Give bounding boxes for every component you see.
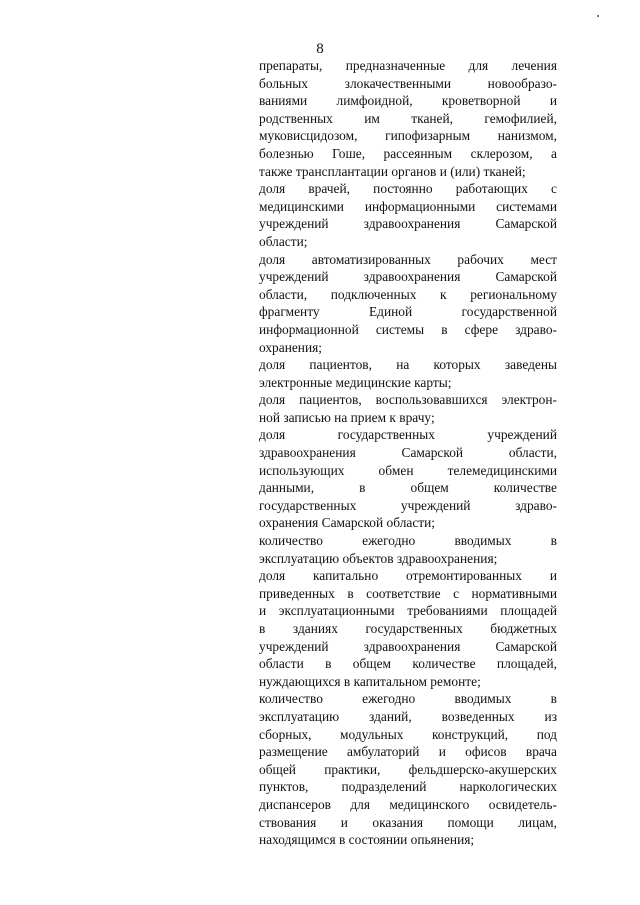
scan-speck	[597, 15, 599, 17]
page-number: 8	[316, 41, 324, 57]
text-line: и эксплуатационными требованиями площадей	[259, 603, 557, 619]
text-line: охранения;	[259, 339, 323, 355]
text-line: информационной системы в сфере здраво-	[259, 321, 557, 337]
text-line: области;	[259, 233, 308, 249]
text-line: пунктов, подразделений наркологических	[259, 779, 557, 795]
text-line: находящимся в состоянии опьянения;	[259, 832, 475, 848]
text-line: ствования и оказания помощи лицам,	[259, 814, 557, 830]
text-line: учреждений здравоохранения Самарской	[259, 638, 557, 654]
text-line: учреждений здравоохранения Самарской	[259, 216, 557, 232]
text-line: государственных учреждений здраво-	[259, 497, 557, 513]
text-line: больных злокачественными новообразо-	[259, 75, 557, 91]
text-line: данными, в общем количестве	[259, 480, 557, 496]
text-line: доля капитально отремонтированных и	[259, 568, 557, 584]
text-line: родственных им тканей, гемофилией,	[259, 110, 557, 126]
text-line: в зданиях государственных бюджетных	[259, 621, 557, 636]
text-line: ваниями лимфоидной, кроветворной и	[259, 93, 557, 109]
text-line: электронные медицинские карты;	[259, 374, 452, 390]
text-line: доля врачей, постоянно работающих с	[259, 181, 557, 197]
text-line: диспансеров для медицинского освидетель-	[259, 796, 557, 812]
text-line: препараты, предназначенные для лечения	[259, 58, 557, 73]
text-line: болезнью Гоше, рассеянным склерозом, а	[259, 145, 557, 161]
text-line: ной записью на прием к врачу;	[259, 409, 435, 425]
text-line: эксплуатацию зданий, возведенных из	[259, 708, 557, 724]
text-line: эксплуатацию объектов здравоохранения;	[259, 550, 498, 566]
text-line: использующих обмен телемедицинскими	[259, 462, 557, 478]
text-line: учреждений здравоохранения Самарской	[259, 269, 557, 285]
text-line: размещение амбулаторий и офисов врача	[259, 744, 557, 760]
text-line: количество ежегодно вводимых в	[259, 691, 557, 707]
text-line: здравоохранения Самарской области,	[259, 445, 557, 461]
text-line: охранения Самарской области;	[259, 515, 435, 531]
text-line: приведенных в соответствие с нормативными	[259, 585, 557, 601]
text-line: сборных, модульных конструкций, под	[259, 726, 557, 742]
text-line: доля государственных учреждений	[259, 427, 557, 443]
text-line: доля автоматизированных рабочих мест	[259, 251, 557, 267]
text-line: также трансплантации органов и (или) тканей;	[259, 163, 526, 179]
text-line: фрагменту Единой государственной	[259, 304, 557, 320]
document-body	[259, 57, 557, 849]
text-line: области в общем количестве площадей,	[259, 656, 557, 672]
text-line: количество ежегодно вводимых в	[259, 533, 557, 549]
text-line: нуждающихся в капитальном ремонте;	[259, 673, 481, 689]
text-line: доля пациентов, воспользовавшихся электрон-	[259, 392, 557, 408]
text-line: муковисцидозом, гипофизарным нанизмом,	[259, 128, 557, 144]
text-line: общей практики, фельдшерско-акушерских	[259, 761, 557, 777]
text-line: области, подключенных к региональному	[259, 286, 557, 302]
text-line: доля пациентов, на которых заведены	[259, 357, 557, 373]
text-line: медицинскими информационными системами	[259, 198, 557, 214]
